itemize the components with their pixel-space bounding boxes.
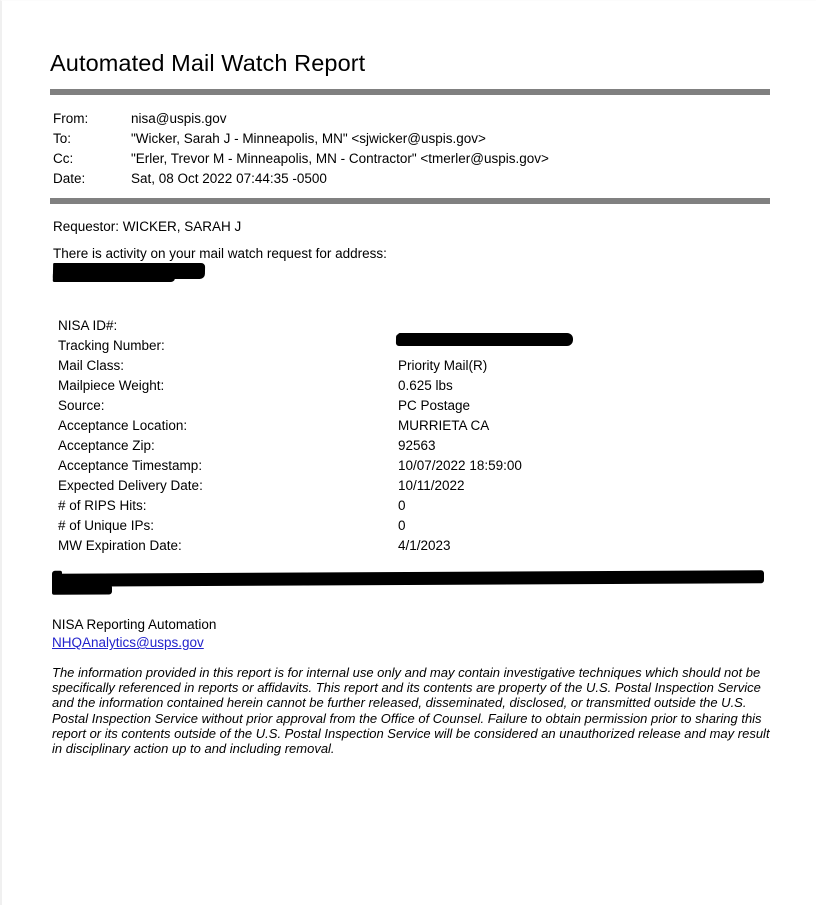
- divider-middle: [50, 198, 770, 204]
- table-row: [58, 496, 772, 516]
- detail-value: 0.625 lbs: [398, 378, 453, 393]
- detail-label: # of RIPS Hits:: [58, 498, 147, 513]
- header-value-from: nisa@uspis.gov: [131, 111, 227, 126]
- divider-top: [50, 89, 770, 95]
- header-row-date: [53, 169, 772, 189]
- detail-value: 4/1/2023: [398, 538, 451, 553]
- detail-value: 0: [398, 518, 406, 533]
- redacted-address-bar: [53, 263, 205, 279]
- table-row: [58, 436, 772, 456]
- table-row: [58, 356, 772, 376]
- header-value-date: Sat, 08 Oct 2022 07:44:35 -0500: [131, 171, 327, 186]
- header-label-cc: Cc:: [53, 151, 74, 166]
- detail-label: # of Unique IPs:: [58, 518, 155, 533]
- detail-value: 10/07/2022 18:59:00: [398, 458, 522, 473]
- detail-label: MW Expiration Date:: [58, 538, 182, 553]
- detail-value: 0: [398, 498, 406, 513]
- detail-label: Acceptance Zip:: [58, 438, 155, 453]
- detail-label: Acceptance Location:: [58, 418, 188, 433]
- activity-notice: There is activity on your mail watch request for address:: [53, 246, 387, 261]
- detail-label: Tracking Number:: [58, 338, 165, 353]
- table-row: [58, 416, 772, 436]
- detail-label: Mailpiece Weight:: [58, 378, 165, 393]
- signature-name: NISA Reporting Automation: [52, 617, 217, 632]
- redacted-tracking-number-bar: [398, 333, 573, 346]
- detail-label: NISA ID#:: [58, 318, 118, 333]
- table-row: [58, 516, 772, 536]
- header-label-date: Date:: [53, 171, 86, 186]
- detail-value: PC Postage: [398, 398, 471, 413]
- header-row-to: [53, 129, 772, 149]
- requestor-line: Requestor: WICKER, SARAH J: [53, 219, 242, 234]
- detail-label: Source:: [58, 398, 105, 413]
- header-label-from: From:: [53, 111, 89, 126]
- table-row: [58, 476, 772, 496]
- header-row-from: [53, 109, 772, 129]
- detail-label: Acceptance Timestamp:: [58, 458, 203, 473]
- page-title: Automated Mail Watch Report: [50, 50, 366, 76]
- signature-email-link[interactable]: NHQAnalytics@usps.gov: [52, 635, 204, 650]
- redacted-footer-bar: [52, 570, 764, 586]
- detail-value: Priority Mail(R): [398, 358, 488, 373]
- detail-label: Expected Delivery Date:: [58, 478, 203, 493]
- header-value-cc: "Erler, Trevor M - Minneapolis, MN - Contractor" <tmerler@uspis.gov>: [131, 151, 549, 166]
- table-row: [58, 396, 772, 416]
- header-label-to: To:: [53, 131, 72, 146]
- table-row: [58, 536, 772, 556]
- detail-value: 10/11/2022: [398, 478, 465, 493]
- disclaimer-text: The information provided in this report is for internal use only and may contain investigative techniques which should not be specifically referenced in reports or affidavits. This report and its contents are property of the U.S. Postal Inspection Service and the information contained herein cannot be further released, disseminated, disclosed, or transmitted outside the U.S. Postal Inspection Service without prior approval from the Office of Counsel. Failure to obtain permission prior to sharing this report or its contents outside of the U.S. Postal Inspection Service will be considered an unauthorized release and may result in disciplinary action up to and including removal.: [52, 665, 770, 757]
- header-value-to: "Wicker, Sarah J - Minneapolis, MN" <sjwicker@uspis.gov>: [131, 131, 486, 146]
- mailpiece-detail-table: [58, 316, 772, 556]
- email-header-block: [53, 109, 772, 189]
- detail-value: 92563: [398, 438, 436, 453]
- header-row-cc: [53, 149, 772, 169]
- table-row: [58, 376, 772, 396]
- signature-block: [52, 616, 216, 652]
- detail-value: MURRIETA CA: [398, 418, 490, 433]
- table-row: [58, 456, 772, 476]
- detail-label: Mail Class:: [58, 358, 125, 373]
